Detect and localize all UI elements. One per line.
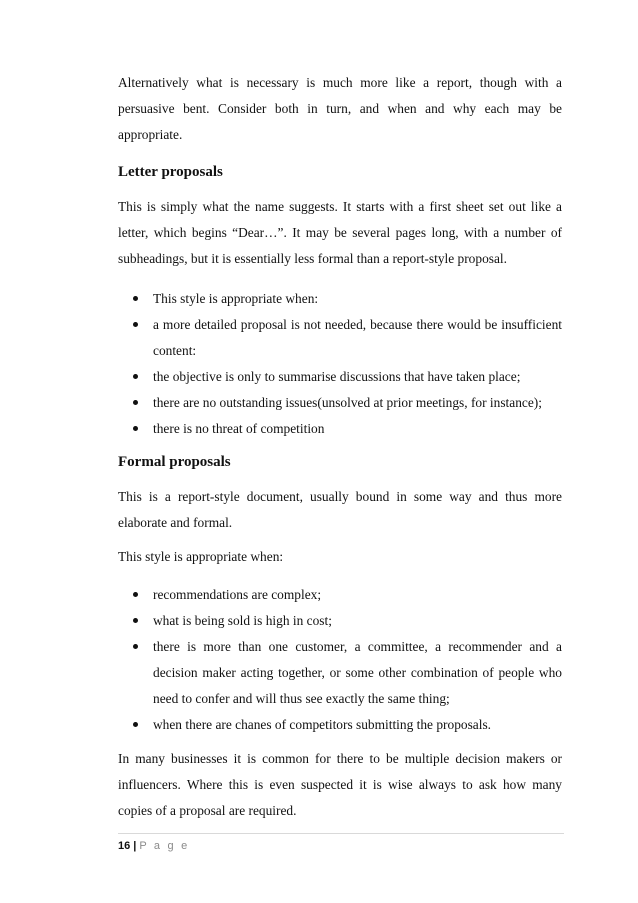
letter-proposals-heading: Letter proposals — [118, 164, 223, 180]
bullet-icon — [133, 644, 138, 649]
list-item — [118, 390, 562, 416]
list-item — [118, 312, 562, 364]
list-item-text: recommendations are complex; — [153, 587, 322, 602]
closing-paragraph: In many businesses it is common for there to be multiple decision makers or influencers. Where this is even suspected it is wise always to ask how many copies of a proposal are required. — [118, 751, 562, 818]
bullet-icon — [133, 374, 138, 379]
list-item — [118, 416, 562, 442]
list-item — [118, 364, 562, 390]
bullet-icon — [133, 426, 138, 431]
list-item-text: This style is appropriate when: — [153, 291, 319, 306]
intro-paragraph: Alternatively what is necessary is much more like a report, though with a persuasive bent. Consider both in turn, and when and why each may be appropriate. — [118, 75, 562, 142]
letter-proposals-paragraph: This is simply what the name suggests. It starts with a first sheet set out like a letter, which begins “Dear…”. It may be several pages long, with a number of subheadings, but it is essentially less formal than a report-style proposal. — [118, 199, 562, 266]
letter-proposals-list — [118, 286, 562, 442]
list-item — [118, 286, 562, 312]
formal-proposals-list — [118, 582, 562, 738]
list-item-text: the objective is only to summarise discussions that have taken place; — [153, 369, 521, 384]
bullet-icon — [133, 618, 138, 623]
list-item-text: a more detailed proposal is not needed, because there would be insufficient content: — [153, 317, 562, 358]
page-number: 16 — [118, 840, 131, 852]
list-item-text: there is more than one customer, a committee, a recommender and a decision maker acting together, or some other combination of people who need to confer and will thus see exactly the same thing; — [153, 639, 562, 706]
formal-proposals-heading: Formal proposals — [118, 454, 231, 470]
bullet-icon — [133, 400, 138, 405]
footer-divider — [118, 833, 564, 834]
list-item-text: what is being sold is high in cost; — [153, 613, 332, 628]
bullet-icon — [133, 296, 138, 301]
list-item — [118, 634, 562, 712]
bullet-icon — [133, 592, 138, 597]
list-item — [118, 582, 562, 608]
formal-proposals-paragraph: This is a report-style document, usually bound in some way and thus more elaborate and formal. — [118, 489, 562, 530]
list-item-text: there is no threat of competition — [153, 421, 325, 436]
page-content — [118, 70, 562, 824]
list-item-text: there are no outstanding issues(unsolved at prior meetings, for instance); — [153, 395, 542, 410]
page-footer — [118, 839, 189, 853]
list-item-text: when there are chanes of competitors submitting the proposals. — [153, 717, 492, 732]
bullet-icon — [133, 322, 138, 327]
page-label: P a g e — [139, 840, 190, 852]
footer-separator: | — [133, 840, 137, 852]
list-item — [118, 712, 562, 738]
bullet-icon — [133, 722, 138, 727]
list-item — [118, 608, 562, 634]
formal-proposals-intro: This style is appropriate when: — [118, 549, 284, 564]
